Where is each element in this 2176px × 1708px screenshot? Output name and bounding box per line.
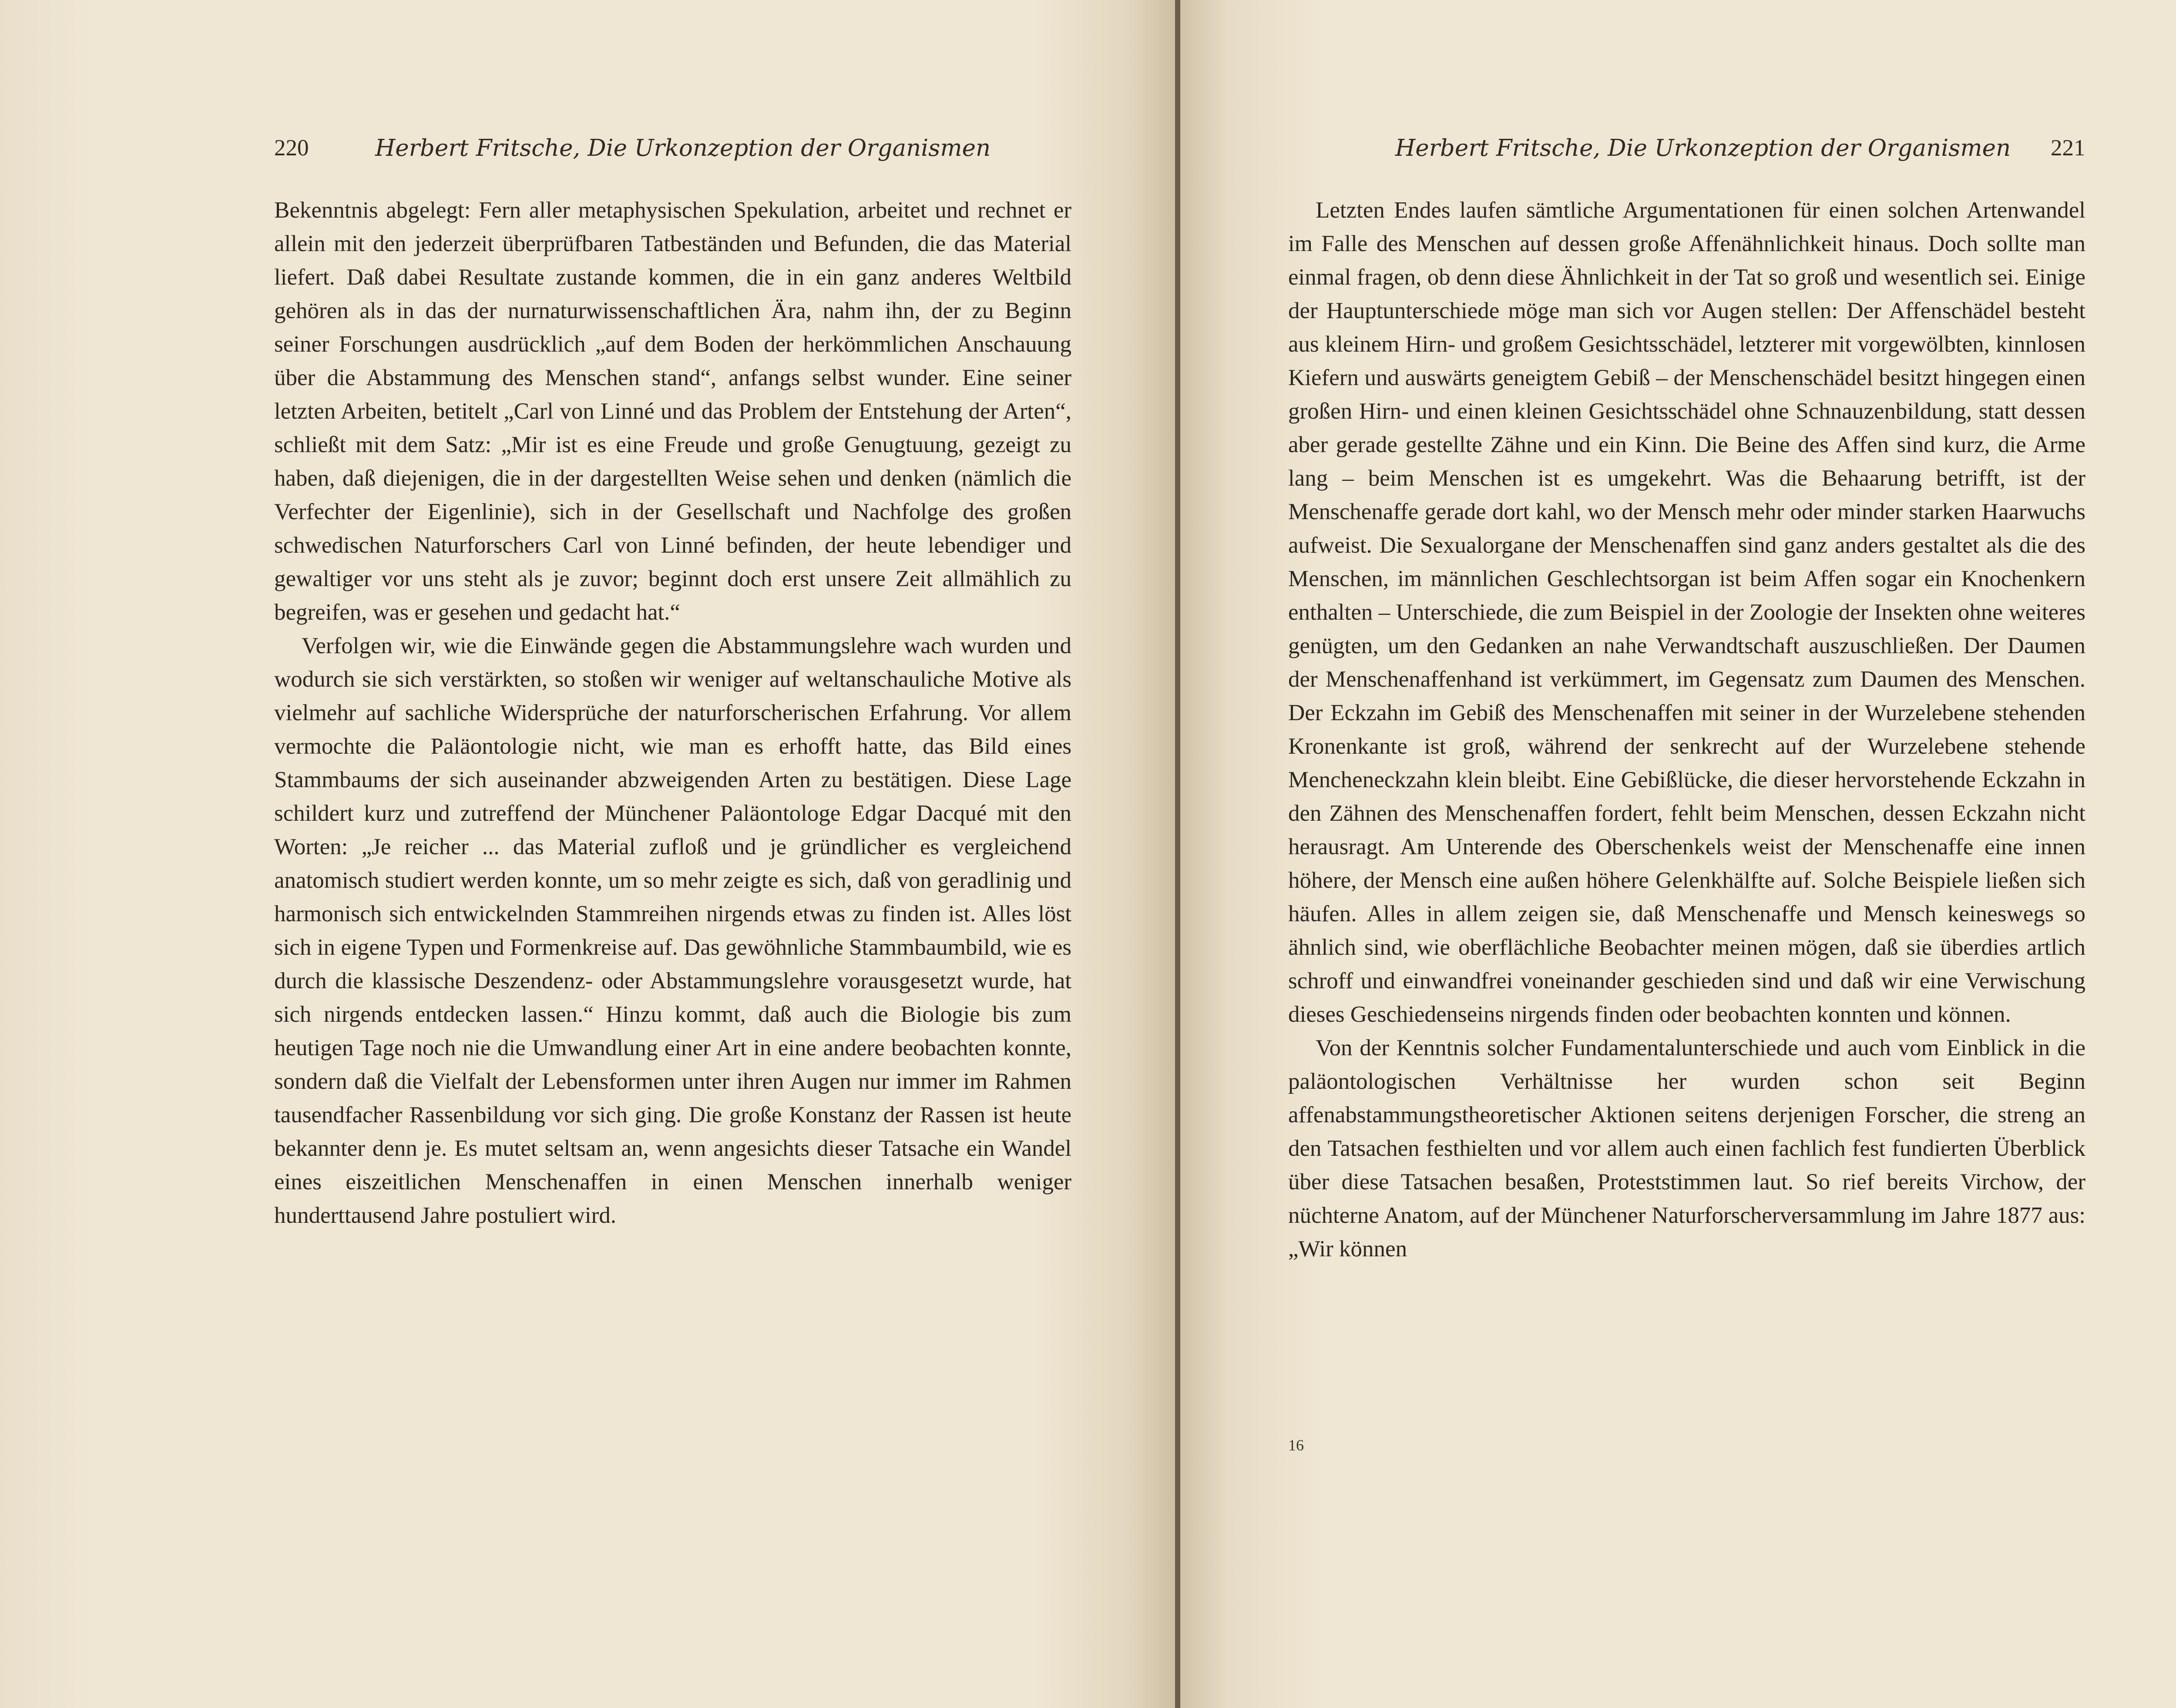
running-head: Herbert Fritsche, Die Urkonzeption der Organismen — [1395, 135, 2011, 161]
book-gutter — [1175, 0, 1180, 1708]
right-page-body — [1288, 194, 2085, 1266]
right-page — [1180, 0, 2176, 1708]
page-number: 221 — [2051, 135, 2085, 161]
left-page-body — [274, 194, 1071, 1232]
right-page-header — [1180, 135, 2176, 174]
paragraph: Bekenntnis abgelegt: Fern aller metaphysischen Spekulation, arbeitet und rechnet er allein mit den jederzeit überprüfbaren Tatbeständen und Befunden, die das Material liefert. Daß dabei Resultate zustande kommen, die in ein ganz anderes Weltbild gehören als in das der nurnaturwissenschaftlichen Ära, nahm ihn, der zu Beginn seiner Forschungen ausdrücklich „auf dem Boden der herkömmlichen Anschauung über die Abstammung des Menschen stand“, anfangs selbst wunder. Eine seiner letzten Arbeiten, betitelt „Carl von Linné und das Problem der Entstehung der Arten“, schließt mit dem Satz: „Mir ist es eine Freude und große Genugtuung, gezeigt zu haben, daß diejenigen, die in der dargestellten Weise sehen und denken (nämlich die Verfechter der Eigenlinie), sich in der Gesellschaft und Nachfolge des großen schwedischen Naturforschers Carl von Linné befinden, der heute lebendiger und gewaltiger vor uns steht als je zuvor; beginnt doch erst unsere Zeit allmählich zu begreifen, was er gesehen und gedacht hat.“ — [274, 198, 1071, 625]
paragraph: Verfolgen wir, wie die Einwände gegen die Abstammungslehre wach wurden und wodurch sie sich verstärkten, so stoßen wir weniger auf weltanschauliche Motive als vielmehr auf sachliche Widersprüche der naturforscherischen Erfahrung. Vor allem vermochte die Paläontologie nicht, wie man es erhofft hatte, das Bild eines Stammbaums der sich auseinander abzweigenden Arten zu bestätigen. Diese Lage schildert kurz und zutreffend der Münchener Paläontologe Edgar Dacqué mit den Worten: „Je reicher ... das Material zufloß und je gründlicher es vergleichend anatomisch studiert werden konnte, um so mehr zeigte es sich, daß von geradlinig und harmonisch sich entwickelnden Stammreihen nirgends etwas zu finden ist. Alles löst sich in eigene Typen und Formenkreise auf. Das gewöhnliche Stammbaumbild, wie es durch die klassische Deszendenz- oder Abstammungslehre vorausgesetzt wurde, hat sich nirgends entdecken lassen.“ Hinzu kommt, daß auch die Biologie bis zum heutigen Tage noch nie die Umwandlung einer Art in eine andere beobachten konnte, sondern daß die Vielfalt der Lebensformen unter ihren Augen nur immer im Rahmen tausendfacher Rassenbildung vor sich ging. Die große Konstanz der Rassen ist heute bekannter denn je. Es mutet seltsam an, wenn angesichts dieser Tatsache ein Wandel eines eiszeitlichen Menschenaffen in einen Menschen innerhalb weniger hunderttausend Jahre postuliert wird. — [274, 633, 1071, 1228]
signature-mark: 16 — [1288, 1436, 1304, 1454]
left-page-header — [0, 135, 1175, 174]
page-number: 220 — [274, 135, 309, 161]
paragraph: Letzten Endes laufen sämtliche Argumentationen für einen solchen Artenwandel im Falle des Menschen auf dessen große Affenähnlichkeit hinaus. Doch sollte man einmal fragen, ob denn diese Ähnlichkeit in der Tat so groß und wesentlich sei. Einige der Hauptunterschiede möge man sich vor Augen stellen: Der Affenschädel besteht aus kleinem Hirn- und großem Gesichtsschädel, letzterer mit vorgewölbten, kinnlosen Kiefern und auswärts geneigtem Gebiß – der Menschenschädel besitzt hingegen einen großen Hirn- und einen kleinen Gesichtsschädel ohne Schnauzenbildung, statt dessen aber gerade gestellte Zähne und ein Kinn. Die Beine des Affen sind kurz, die Arme lang – beim Menschen ist es umgekehrt. Was die Behaarung betrifft, ist der Menschenaffe gerade dort kahl, wo der Mensch mehr oder minder starken Haarwuchs aufweist. Die Sexualorgane der Menschenaffen sind ganz anders gestaltet als die des Menschen, im männlichen Geschlechtsorgan ist beim Affen sogar ein Knochenkern enthalten – Unterschiede, die zum Beispiel in der Zoologie der Insekten ohne weiteres genügten, um den Gedanken an nahe Verwandtschaft auszuschließen. Der Daumen der Menschenaffenhand ist verkümmert, im Gegensatz zum Daumen des Menschen. Der Eckzahn im Gebiß des Menschenaffen mit seiner in der Wurzelebene stehenden Kronenkante ist groß, während der senkrecht auf der Wurzelebene stehende Mencheneckzahn klein bleibt. Eine Gebißlücke, die dieser hervorstehende Eckzahn in den Zähnen des Menschenaffen fordert, fehlt beim Menschen, dessen Eckzahn nicht herausragt. Am Unterende des Oberschenkels weist der Menschenaffe eine innen höhere, der Mensch eine außen höhere Gelenkhälfte auf. Solche Beispiele ließen sich häufen. Alles in allem zeigen sie, daß Menschenaffe und Mensch keineswegs so ähnlich sind, wie oberflächliche Beobachter meinen mögen, daß sie überdies artlich schroff und einwandfrei voneinander geschieden sind und daß wir eine Verwischung dieses Geschiedenseins nirgends finden oder beobachten konnten und können. — [1288, 198, 2085, 1027]
running-head: Herbert Fritsche, Die Urkonzeption der Organismen — [375, 135, 991, 161]
paragraph: Von der Kenntnis solcher Fundamentalunterschiede und auch vom Einblick in die paläontologischen Verhältnisse her wurden schon seit Beginn affenabstammungstheoretischer Aktionen seitens derjenigen Forscher, die streng an den Tatsachen festhielten und vor allem auch einen fachlich fest fundierten Überblick über diese Tatsachen besaßen, Proteststimmen laut. So rief bereits Virchow, der nüchterne Anatom, auf der Münchener Naturforscherversammlung im Jahre 1877 aus: „Wir können — [1288, 1035, 2085, 1262]
